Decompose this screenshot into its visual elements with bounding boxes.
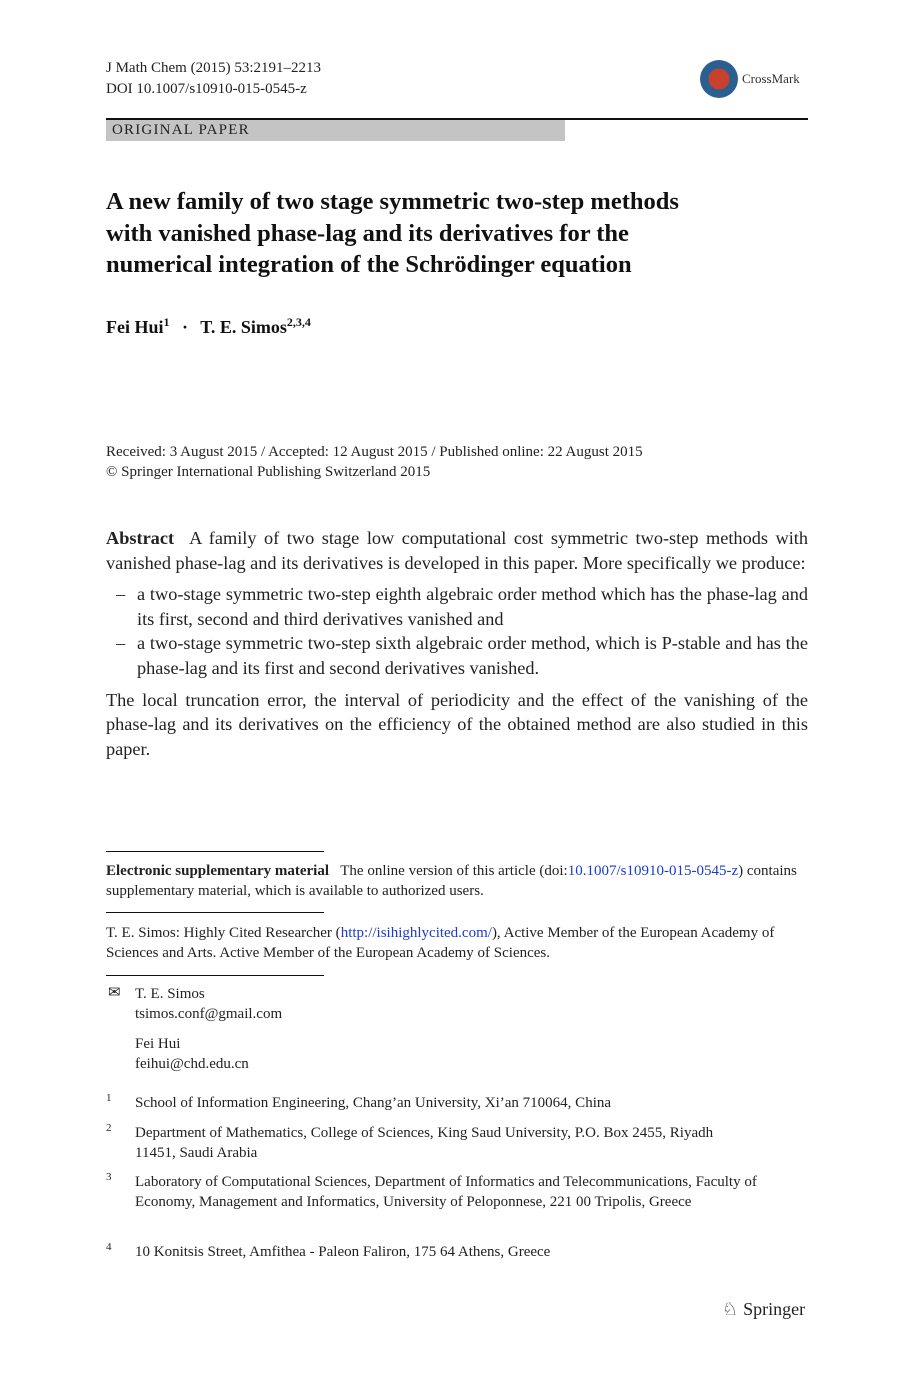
esm-doi-link[interactable]: 10.1007/s10910-015-0545-z [567, 863, 739, 879]
abstract-list [106, 582, 808, 680]
author-separator: · [182, 317, 189, 337]
publication-dates [106, 442, 808, 482]
contact-name: Fei Hui [135, 1036, 181, 1052]
abstract-intro: A family of two stage low computational cost symmetric two-step methods with vanished phase-lag and its derivatives is developed in this paper. More specifically we produce: [106, 528, 808, 573]
envelope-icon: ✉ [108, 985, 121, 1001]
affiliation [106, 1123, 808, 1163]
highly-cited-link[interactable]: http://isihighlycited.com/ [340, 925, 492, 941]
footnote-rule [106, 851, 324, 852]
abstract [106, 526, 808, 761]
simos-note [106, 923, 808, 963]
abstract-label: Abstract [106, 528, 175, 548]
esm-note [106, 861, 808, 901]
footnote-rule [106, 975, 324, 976]
journal-citation: J Math Chem (2015) 53:2191–2213 [106, 60, 321, 76]
list-item [106, 631, 808, 680]
affiliation-text: School of Information Engineering, Chang’an University, Xi’an 710064, China [135, 1095, 612, 1111]
bullet: – [116, 584, 126, 605]
list-item-text: a two-stage symmetric two-step eighth algebraic order method which has the phase-lag and its first, second and third derivatives vanished and [137, 584, 808, 629]
note-text: T. E. Simos: Highly Cited Researcher ( [106, 925, 341, 941]
copyright: © Springer International Publishing Switzerland 2015 [106, 464, 431, 480]
affiliation [106, 1093, 808, 1113]
contact-email[interactable]: tsimos.conf@gmail.com [135, 1006, 283, 1022]
author-affiliation-ref: 2,3,4 [286, 315, 311, 329]
springer-horse-icon: ♘ [722, 1299, 739, 1319]
list-item-text: a two-stage symmetric two-step sixth algebraic order method, which is P-stable and has the phase-lag and its first and second derivatives vanished. [137, 633, 808, 678]
note-text: ), Active Member of the European Academy of Sciences and Arts. Active Member of the European Academy of Sciences. [106, 925, 775, 961]
list-item [106, 582, 808, 631]
esm-text: The online version of this article (doi: [340, 863, 568, 879]
publisher-name: Springer [743, 1299, 806, 1319]
contact-email[interactable]: feihui@chd.edu.cn [135, 1056, 249, 1072]
author-name: T. E. Simos [200, 317, 287, 337]
author-name: Fei Hui [106, 317, 164, 337]
title-line: A new family of two stage symmetric two-step methods [106, 188, 679, 215]
springer-logo [722, 1299, 805, 1320]
author-affiliation-ref: 1 [163, 315, 170, 329]
bullet: – [116, 633, 126, 654]
dates-line: Received: 3 August 2015 / Accepted: 12 August 2015 / Published online: 22 August 2015 [106, 444, 643, 460]
contacts [106, 984, 808, 1074]
affiliation-number: 3 [106, 1171, 112, 1183]
affiliation-text: Department of Mathematics, College of Sciences, King Saud University, P.O. Box 2455, Riyadh 11451, Saudi Arabia [135, 1125, 714, 1161]
doi: DOI 10.1007/s10910-015-0545-z [106, 81, 307, 97]
crossmark-label: CrossMark [742, 71, 800, 86]
affiliation-number: 1 [106, 1092, 112, 1104]
affiliation-number: 2 [106, 1122, 112, 1134]
affiliation-text: Laboratory of Computational Sciences, Department of Informatics and Telecommunications, Faculty of Economy, Management and Informatics, University of Peloponnese, 221 00 Tripolis, Greece [135, 1174, 757, 1210]
authors [106, 315, 808, 338]
esm-text: ) contains supplementary material, which is available to authorized users. [106, 863, 797, 899]
abstract-conclusion: The local truncation error, the interval of periodicity and the effect of the vanishing of the phase-lag and its derivatives on the efficiency of the obtained method are also studied in this paper. [106, 689, 808, 759]
footnote-rule [106, 912, 324, 913]
esm-label: Electronic supplementary material [106, 863, 330, 879]
title-line: with vanished phase-lag and its derivatives for the [106, 219, 629, 247]
title-line: numerical integration of the Schrödinger equation [106, 251, 632, 278]
affiliation [106, 1242, 808, 1262]
paper-title [106, 186, 766, 281]
crossmark-icon [700, 60, 738, 98]
crossmark-badge[interactable] [700, 60, 800, 98]
affiliation-number: 4 [106, 1241, 112, 1253]
affiliation-text: 10 Konitsis Street, Amfithea - Paleon Faliron, 175 64 Athens, Greece [135, 1244, 551, 1260]
affiliation [106, 1172, 808, 1212]
section-label: ORIGINAL PAPER [106, 120, 565, 141]
contact-name: T. E. Simos [135, 986, 205, 1002]
